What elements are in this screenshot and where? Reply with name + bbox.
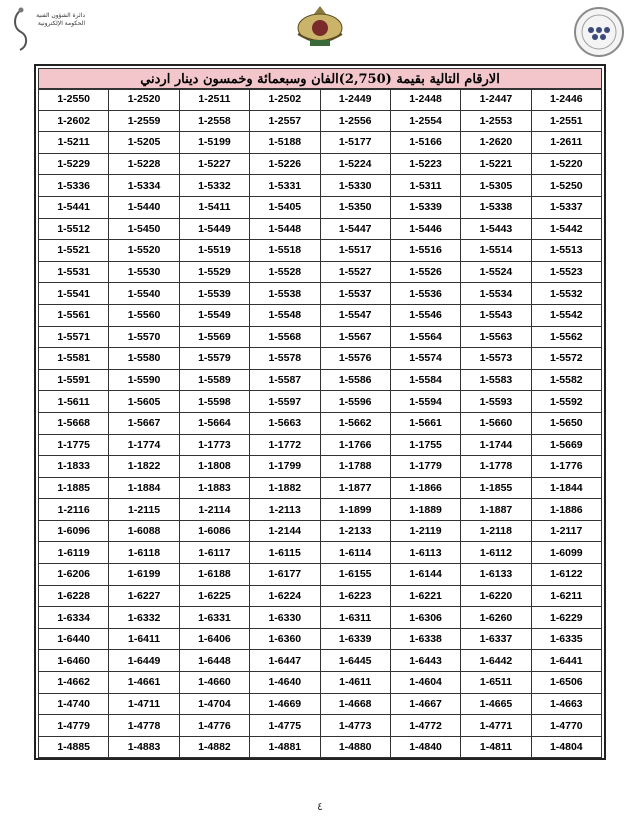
number-cell: 1-6334 — [39, 607, 109, 629]
number-cell: 1-4883 — [109, 736, 179, 758]
table-title: الارقام التالية بقيمة (2,750)الفان وسبعمائة وخمسون دينار اردني — [38, 68, 602, 90]
numbers-table — [38, 88, 602, 758]
number-cell: 1-2554 — [390, 110, 460, 132]
number-cell: 1-5538 — [250, 283, 320, 305]
number-cell: 1-6221 — [390, 585, 460, 607]
number-cell: 1-1882 — [250, 477, 320, 499]
number-cell: 1-6260 — [461, 607, 531, 629]
number-cell: 1-2117 — [531, 520, 601, 542]
number-cell: 1-5518 — [250, 240, 320, 262]
number-cell: 1-6406 — [179, 628, 249, 650]
number-cell: 1-5441 — [39, 196, 109, 218]
table-row — [39, 369, 602, 391]
number-cell: 1-1887 — [461, 499, 531, 521]
number-cell: 1-5524 — [461, 261, 531, 283]
number-cell: 1-6335 — [531, 628, 601, 650]
page-number: ٤ — [317, 800, 323, 813]
table-row — [39, 477, 602, 499]
table-row — [39, 607, 602, 629]
number-cell: 1-5205 — [109, 132, 179, 154]
number-cell: 1-5564 — [390, 326, 460, 348]
number-cell: 1-2556 — [320, 110, 390, 132]
number-cell: 1-5211 — [39, 132, 109, 154]
number-cell: 1-5611 — [39, 391, 109, 413]
number-cell: 1-6096 — [39, 520, 109, 542]
number-cell: 1-6118 — [109, 542, 179, 564]
table-row — [39, 499, 602, 521]
number-cell: 1-4711 — [109, 693, 179, 715]
number-cell: 1-6211 — [531, 585, 601, 607]
number-cell: 1-5561 — [39, 304, 109, 326]
number-cell: 1-5580 — [109, 348, 179, 370]
number-cell: 1-5442 — [531, 218, 601, 240]
number-cell: 1-6224 — [250, 585, 320, 607]
number-cell: 1-1774 — [109, 434, 179, 456]
table-row — [39, 240, 602, 262]
number-cell: 1-2133 — [320, 520, 390, 542]
number-cell: 1-1844 — [531, 477, 601, 499]
number-cell: 1-6411 — [109, 628, 179, 650]
coat-of-arms-logo — [292, 4, 348, 58]
number-cell: 1-5584 — [390, 369, 460, 391]
number-cell: 1-5650 — [531, 412, 601, 434]
table-row — [39, 110, 602, 132]
number-cell: 1-4669 — [250, 693, 320, 715]
number-cell: 1-4804 — [531, 736, 601, 758]
number-cell: 1-5542 — [531, 304, 601, 326]
number-cell: 1-5521 — [39, 240, 109, 262]
e-government-logo — [10, 6, 85, 56]
number-cell: 1-2511 — [179, 89, 249, 111]
number-cell: 1-4668 — [320, 693, 390, 715]
number-cell: 1-5598 — [179, 391, 249, 413]
number-cell: 1-5443 — [461, 218, 531, 240]
number-cell: 1-6099 — [531, 542, 601, 564]
number-cell: 1-6144 — [390, 564, 460, 586]
number-cell: 1-5514 — [461, 240, 531, 262]
number-cell: 1-5605 — [109, 391, 179, 413]
number-cell: 1-1884 — [109, 477, 179, 499]
page-header — [0, 0, 640, 62]
number-cell: 1-5449 — [179, 218, 249, 240]
number-cell: 1-4882 — [179, 736, 249, 758]
number-cell: 1-5669 — [531, 434, 601, 456]
table-row — [39, 693, 602, 715]
number-cell: 1-5664 — [179, 412, 249, 434]
number-cell: 1-4704 — [179, 693, 249, 715]
number-cell: 1-5569 — [179, 326, 249, 348]
number-cell: 1-6440 — [39, 628, 109, 650]
number-cell: 1-2602 — [39, 110, 109, 132]
number-cell: 1-6114 — [320, 542, 390, 564]
number-cell: 1-4772 — [390, 715, 460, 737]
number-cell: 1-5338 — [461, 196, 531, 218]
number-cell: 1-6227 — [109, 585, 179, 607]
number-cell: 1-5560 — [109, 304, 179, 326]
number-cell: 1-1883 — [179, 477, 249, 499]
number-cell: 1-4611 — [320, 672, 390, 694]
number-cell: 1-6330 — [250, 607, 320, 629]
number-cell: 1-4604 — [390, 672, 460, 694]
number-cell: 1-2553 — [461, 110, 531, 132]
number-cell: 1-2116 — [39, 499, 109, 521]
table-row — [39, 715, 602, 737]
number-cell: 1-5527 — [320, 261, 390, 283]
number-cell: 1-5541 — [39, 283, 109, 305]
number-cell: 1-5220 — [531, 153, 601, 175]
number-cell: 1-5517 — [320, 240, 390, 262]
number-cell: 1-2558 — [179, 110, 249, 132]
number-cell: 1-5188 — [250, 132, 320, 154]
number-cell: 1-5591 — [39, 369, 109, 391]
number-cell: 1-5440 — [109, 196, 179, 218]
number-cell: 1-5339 — [390, 196, 460, 218]
number-cell: 1-5337 — [531, 196, 601, 218]
table-row — [39, 585, 602, 607]
number-cell: 1-6228 — [39, 585, 109, 607]
number-cell: 1-6220 — [461, 585, 531, 607]
number-cell: 1-5520 — [109, 240, 179, 262]
number-cell: 1-6447 — [250, 650, 320, 672]
number-cell: 1-5405 — [250, 196, 320, 218]
number-cell: 1-5519 — [179, 240, 249, 262]
number-cell: 1-5332 — [179, 175, 249, 197]
number-cell: 1-5579 — [179, 348, 249, 370]
number-cell: 1-2551 — [531, 110, 601, 132]
number-cell: 1-4881 — [250, 736, 320, 758]
number-cell: 1-2446 — [531, 89, 601, 111]
number-cell: 1-6511 — [461, 672, 531, 694]
number-cell: 1-5446 — [390, 218, 460, 240]
number-cell: 1-6177 — [250, 564, 320, 586]
number-cell: 1-1779 — [390, 456, 460, 478]
number-cell: 1-4660 — [179, 672, 249, 694]
number-cell: 1-5562 — [531, 326, 601, 348]
number-cell: 1-5526 — [390, 261, 460, 283]
number-cell: 1-1877 — [320, 477, 390, 499]
number-cell: 1-6225 — [179, 585, 249, 607]
number-cell: 1-1808 — [179, 456, 249, 478]
table-row — [39, 736, 602, 758]
number-cell: 1-5334 — [109, 175, 179, 197]
number-cell: 1-5305 — [461, 175, 531, 197]
table-row — [39, 564, 602, 586]
table-row — [39, 196, 602, 218]
number-cell: 1-1889 — [390, 499, 460, 521]
number-cell: 1-1885 — [39, 477, 109, 499]
number-cell: 1-6086 — [179, 520, 249, 542]
number-cell: 1-1775 — [39, 434, 109, 456]
number-cell: 1-5330 — [320, 175, 390, 197]
number-cell: 1-4775 — [250, 715, 320, 737]
number-cell: 1-6338 — [390, 628, 460, 650]
number-cell: 1-5568 — [250, 326, 320, 348]
number-cell: 1-5567 — [320, 326, 390, 348]
number-cell: 1-5224 — [320, 153, 390, 175]
number-cell: 1-4740 — [39, 693, 109, 715]
left-logo-text: دائرة الشؤون الفنية الحكومة الإلكترونية — [36, 12, 85, 27]
number-cell: 1-5589 — [179, 369, 249, 391]
table-row — [39, 304, 602, 326]
number-cell: 1-5512 — [39, 218, 109, 240]
number-cell: 1-5563 — [461, 326, 531, 348]
table-row — [39, 89, 602, 111]
number-cell: 1-5573 — [461, 348, 531, 370]
number-cell: 1-2447 — [461, 89, 531, 111]
table-row — [39, 412, 602, 434]
number-cell: 1-5228 — [109, 153, 179, 175]
number-cell: 1-5667 — [109, 412, 179, 434]
number-cell: 1-5581 — [39, 348, 109, 370]
number-cell: 1-4779 — [39, 715, 109, 737]
number-cell: 1-5549 — [179, 304, 249, 326]
number-cell: 1-2557 — [250, 110, 320, 132]
number-cell: 1-6199 — [109, 564, 179, 586]
number-cell: 1-5547 — [320, 304, 390, 326]
number-cell: 1-6206 — [39, 564, 109, 586]
table-row — [39, 434, 602, 456]
table-row — [39, 672, 602, 694]
number-cell: 1-5311 — [390, 175, 460, 197]
number-cell: 1-5336 — [39, 175, 109, 197]
number-cell: 1-2550 — [39, 89, 109, 111]
number-cell: 1-5660 — [461, 412, 531, 434]
number-cell: 1-6506 — [531, 672, 601, 694]
number-cell: 1-1776 — [531, 456, 601, 478]
table-row — [39, 218, 602, 240]
number-cell: 1-5516 — [390, 240, 460, 262]
department-seal-logo — [573, 6, 625, 58]
table-row — [39, 348, 602, 370]
number-cell: 1-6331 — [179, 607, 249, 629]
number-cell: 1-6115 — [250, 542, 320, 564]
number-cell: 1-5587 — [250, 369, 320, 391]
number-cell: 1-4667 — [390, 693, 460, 715]
number-cell: 1-2114 — [179, 499, 249, 521]
number-cell: 1-2449 — [320, 89, 390, 111]
number-cell: 1-5663 — [250, 412, 320, 434]
number-cell: 1-5221 — [461, 153, 531, 175]
number-cell: 1-5578 — [250, 348, 320, 370]
number-cell: 1-2144 — [250, 520, 320, 542]
number-cell: 1-6229 — [531, 607, 601, 629]
table-row — [39, 132, 602, 154]
number-cell: 1-6360 — [250, 628, 320, 650]
number-cell: 1-6441 — [531, 650, 601, 672]
number-cell: 1-6448 — [179, 650, 249, 672]
number-cell: 1-4840 — [390, 736, 460, 758]
number-cell: 1-5331 — [250, 175, 320, 197]
number-cell: 1-2118 — [461, 520, 531, 542]
number-cell: 1-5597 — [250, 391, 320, 413]
number-cell: 1-2620 — [461, 132, 531, 154]
number-cell: 1-4885 — [39, 736, 109, 758]
table-row — [39, 326, 602, 348]
number-cell: 1-5226 — [250, 153, 320, 175]
number-cell: 1-4640 — [250, 672, 320, 694]
crest-icon — [292, 4, 348, 50]
number-cell: 1-5662 — [320, 412, 390, 434]
number-cell: 1-5576 — [320, 348, 390, 370]
table-row — [39, 283, 602, 305]
number-cell: 1-6112 — [461, 542, 531, 564]
number-cell: 1-6088 — [109, 520, 179, 542]
number-cell: 1-5350 — [320, 196, 390, 218]
seal-icon — [573, 6, 625, 58]
number-cell: 1-2119 — [390, 520, 460, 542]
number-cell: 1-5661 — [390, 412, 460, 434]
number-cell: 1-4661 — [109, 672, 179, 694]
number-cell: 1-1899 — [320, 499, 390, 521]
swirl-logo-icon — [10, 6, 32, 52]
number-cell: 1-6119 — [39, 542, 109, 564]
number-cell: 1-5530 — [109, 261, 179, 283]
number-cell: 1-2448 — [390, 89, 460, 111]
number-cell: 1-1755 — [390, 434, 460, 456]
table-row — [39, 261, 602, 283]
number-cell: 1-4880 — [320, 736, 390, 758]
number-cell: 1-5571 — [39, 326, 109, 348]
number-cell: 1-5594 — [390, 391, 460, 413]
number-cell: 1-6113 — [390, 542, 460, 564]
number-cell: 1-5583 — [461, 369, 531, 391]
number-cell: 1-5199 — [179, 132, 249, 154]
number-cell: 1-6133 — [461, 564, 531, 586]
number-cell: 1-1833 — [39, 456, 109, 478]
number-cell: 1-6311 — [320, 607, 390, 629]
number-cell: 1-5448 — [250, 218, 320, 240]
number-cell: 1-4770 — [531, 715, 601, 737]
number-cell: 1-1778 — [461, 456, 531, 478]
number-cell: 1-5223 — [390, 153, 460, 175]
number-cell: 1-2115 — [109, 499, 179, 521]
number-cell: 1-5166 — [390, 132, 460, 154]
number-cell: 1-5546 — [390, 304, 460, 326]
number-cell: 1-5548 — [250, 304, 320, 326]
table-row — [39, 175, 602, 197]
number-cell: 1-6306 — [390, 607, 460, 629]
number-cell: 1-5586 — [320, 369, 390, 391]
number-cell: 1-5513 — [531, 240, 601, 262]
number-cell: 1-5668 — [39, 412, 109, 434]
number-cell: 1-1886 — [531, 499, 601, 521]
number-cell: 1-5596 — [320, 391, 390, 413]
number-cell: 1-1744 — [461, 434, 531, 456]
number-cell: 1-4776 — [179, 715, 249, 737]
table-row — [39, 391, 602, 413]
number-cell: 1-5539 — [179, 283, 249, 305]
number-cell: 1-6223 — [320, 585, 390, 607]
number-cell: 1-5523 — [531, 261, 601, 283]
number-cell: 1-5540 — [109, 283, 179, 305]
number-cell: 1-6445 — [320, 650, 390, 672]
number-cell: 1-5536 — [390, 283, 460, 305]
number-cell: 1-1855 — [461, 477, 531, 499]
number-cell: 1-1766 — [320, 434, 390, 456]
number-cell: 1-1822 — [109, 456, 179, 478]
number-cell: 1-5590 — [109, 369, 179, 391]
number-cell: 1-6122 — [531, 564, 601, 586]
number-cell: 1-5177 — [320, 132, 390, 154]
number-cell: 1-5574 — [390, 348, 460, 370]
table-row — [39, 542, 602, 564]
number-cell: 1-6155 — [320, 564, 390, 586]
table-row — [39, 520, 602, 542]
number-cell: 1-4773 — [320, 715, 390, 737]
number-cell: 1-5528 — [250, 261, 320, 283]
number-cell: 1-1799 — [250, 456, 320, 478]
number-cell: 1-5532 — [531, 283, 601, 305]
number-cell: 1-1866 — [390, 477, 460, 499]
table-row — [39, 153, 602, 175]
table-row — [39, 628, 602, 650]
number-cell: 1-5227 — [179, 153, 249, 175]
number-cell: 1-5229 — [39, 153, 109, 175]
number-cell: 1-4771 — [461, 715, 531, 737]
number-cell: 1-6332 — [109, 607, 179, 629]
number-cell: 1-5529 — [179, 261, 249, 283]
number-cell: 1-5570 — [109, 326, 179, 348]
number-cell: 1-5534 — [461, 283, 531, 305]
number-cell: 1-4665 — [461, 693, 531, 715]
table-row — [39, 456, 602, 478]
number-cell: 1-2611 — [531, 132, 601, 154]
number-cell: 1-4811 — [461, 736, 531, 758]
number-cell: 1-5250 — [531, 175, 601, 197]
number-cell: 1-1773 — [179, 434, 249, 456]
number-cell: 1-6443 — [390, 650, 460, 672]
number-cell: 1-6442 — [461, 650, 531, 672]
number-cell: 1-5582 — [531, 369, 601, 391]
number-cell: 1-6188 — [179, 564, 249, 586]
number-cell: 1-6460 — [39, 650, 109, 672]
number-cell: 1-5572 — [531, 348, 601, 370]
number-cell: 1-5411 — [179, 196, 249, 218]
number-cell: 1-1788 — [320, 456, 390, 478]
table-row — [39, 650, 602, 672]
number-cell: 1-4662 — [39, 672, 109, 694]
number-cell: 1-6337 — [461, 628, 531, 650]
number-cell: 1-2502 — [250, 89, 320, 111]
number-cell: 1-5537 — [320, 283, 390, 305]
number-cell: 1-6339 — [320, 628, 390, 650]
number-cell: 1-5593 — [461, 391, 531, 413]
number-cell: 1-5447 — [320, 218, 390, 240]
number-cell: 1-5543 — [461, 304, 531, 326]
number-cell: 1-6449 — [109, 650, 179, 672]
number-cell: 1-5592 — [531, 391, 601, 413]
number-cell: 1-4663 — [531, 693, 601, 715]
number-cell: 1-5531 — [39, 261, 109, 283]
number-cell: 1-2559 — [109, 110, 179, 132]
number-cell: 1-1772 — [250, 434, 320, 456]
number-cell: 1-6117 — [179, 542, 249, 564]
number-cell: 1-2520 — [109, 89, 179, 111]
number-cell: 1-2113 — [250, 499, 320, 521]
number-cell: 1-5450 — [109, 218, 179, 240]
number-cell: 1-4778 — [109, 715, 179, 737]
